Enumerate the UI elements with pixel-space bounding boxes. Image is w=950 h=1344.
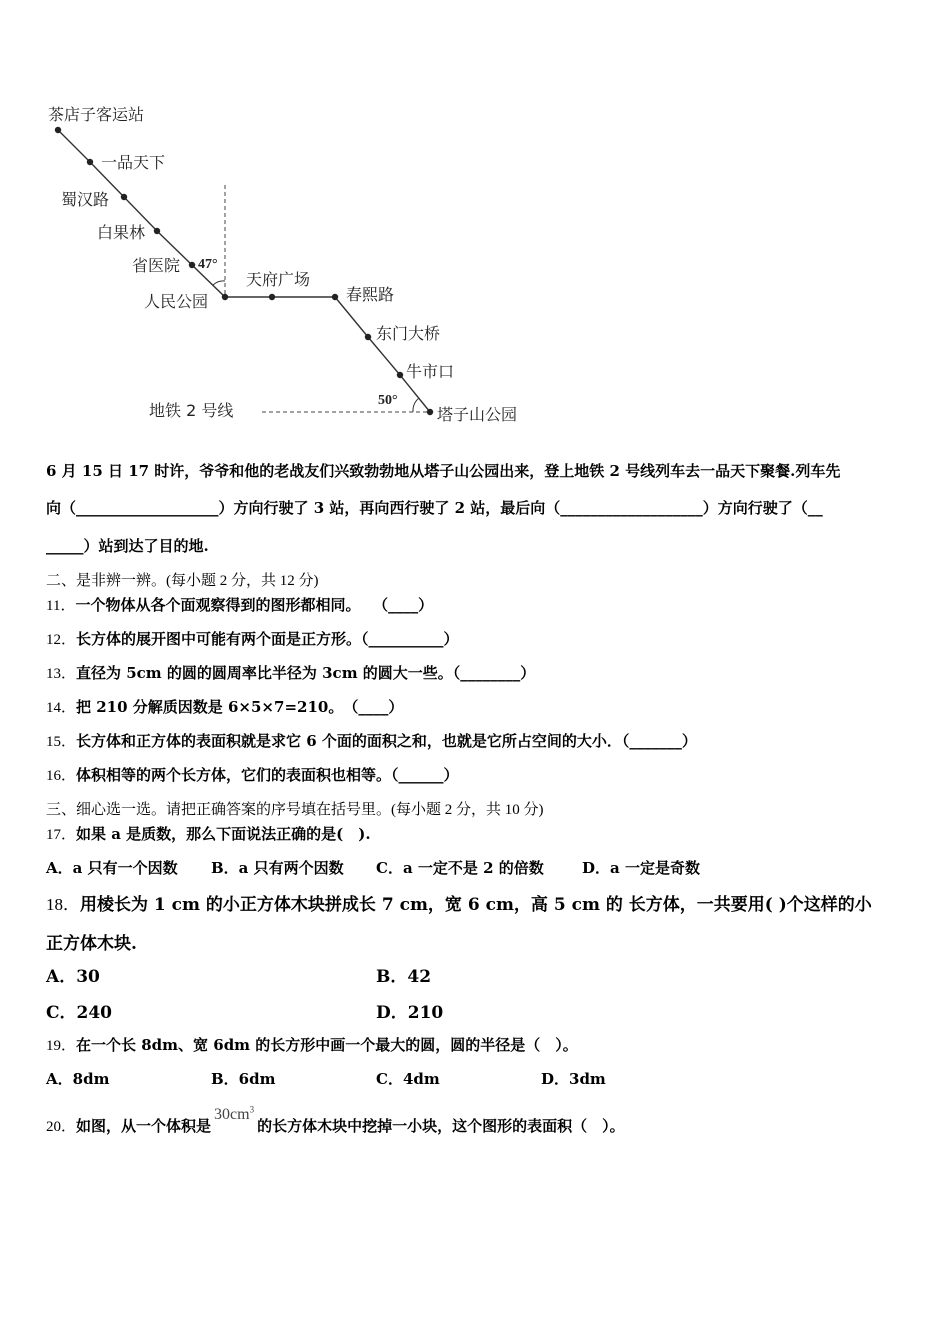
q13-text: 直径为 5cm 的圆的圆周率比半径为 3cm 的圆大一些。（________） [76, 664, 536, 682]
q20-text-post: 的长方体木块中挖掉一小块，这个图形的表面积（ ）。 [257, 1117, 625, 1135]
q18-line1 [46, 890, 872, 915]
q16-text: 体积相等的两个长方体，它们的表面积也相等。（______） [76, 766, 459, 784]
q14-number: 14． [46, 700, 77, 716]
q17-option-c: C．a 一定不是 2 的倍数 [376, 859, 544, 877]
station-label: 人民公园 [144, 292, 209, 311]
station-dot [365, 334, 371, 340]
q20-volume-value: 30cm [214, 1106, 250, 1123]
q18-option-c: C．240 [46, 1003, 113, 1023]
station-dot [269, 294, 275, 300]
q18-option-b: B．42 [376, 967, 432, 987]
q10-line1: 6 月 15 日 17 时许，爷爷和他的老战友们兴致勃勃地从塔子山公园出来，登上地铁 2 号线列车去一品天下聚餐.列车先 [46, 462, 841, 480]
q18-option-d: D．210 [376, 1003, 444, 1023]
q14-text: 把 210 分解质因数是 6×5×7=210。 （____） [76, 698, 404, 716]
station-label: 春熙路 [346, 285, 395, 304]
q18-number: 18． [46, 895, 80, 914]
q19-option-c: C．4dm [376, 1070, 440, 1088]
station-label: 塔子山公园 [437, 405, 518, 424]
q19-option-d: D．3dm [541, 1070, 606, 1088]
q11-number: 11． [46, 598, 76, 614]
q19-text: 在一个长 8dm、宽 6dm 的长方形中画一个最大的圆，圆的半径是（ ）。 [76, 1036, 578, 1054]
angle-label-47: 47° [198, 257, 218, 272]
q19 [46, 1034, 578, 1055]
section3-heading: 三、细心选一选。请把正确答案的序号填在括号里。(每小题 2 分，共 10 分) [46, 802, 544, 818]
station-dot [332, 294, 338, 300]
q19-option-a: A．8dm [46, 1070, 110, 1088]
q17-text: 如果 a 是质数，那么下面说法正确的是( ). [76, 825, 371, 843]
station-dot [121, 194, 127, 200]
station-dot [427, 409, 433, 415]
q18-text: 用棱长为 1 cm 的小正方体木块拼成长 7 cm，宽 6 cm，高 5 cm 的 长方体，一共要用( )个这样的小 [80, 895, 872, 915]
station-label: 一品天下 [101, 153, 166, 172]
q14 [46, 696, 403, 717]
q12-text: 长方体的展开图中可能有两个面是正方形。（__________） [76, 630, 459, 648]
station-dot [397, 372, 403, 378]
q12 [46, 628, 459, 649]
q19-number: 19． [46, 1038, 77, 1054]
q20-number: 20． [46, 1119, 77, 1135]
q10-line3: _____）站到达了目的地. [46, 537, 209, 555]
angle-label-50: 50° [378, 393, 398, 408]
angle-arc-50 [413, 398, 419, 412]
q12-number: 12． [46, 632, 77, 648]
station-label: 蜀汉路 [61, 190, 110, 209]
q20-text-pre: 如图，从一个体积是 [76, 1117, 212, 1135]
station-label: 牛市口 [406, 362, 455, 381]
station-dot [55, 127, 61, 133]
q18-line2: 正方体木块. [46, 934, 137, 954]
q16-number: 16． [46, 768, 77, 784]
q20-volume [211, 1106, 257, 1123]
q18-option-a: A．30 [46, 967, 100, 987]
q20-volume-exponent: 3 [249, 1104, 255, 1115]
q17-option-d: D．a 一定是奇数 [582, 859, 700, 877]
q15 [46, 730, 697, 751]
q17-option-a: A．a 只有一个因数 [46, 859, 178, 877]
q10-line2: 向（___________________）方向行驶了 3 站，再向西行驶了 2 站，最后向（___________________）方向行驶了（__ [46, 499, 823, 517]
station-label: 天府广场 [246, 270, 311, 289]
q13-number: 13． [46, 666, 77, 682]
station-dot [87, 159, 93, 165]
station-dot [222, 294, 228, 300]
station-label: 省医院 [132, 256, 181, 275]
q11-text: 一个物体从各个面观察得到的图形都相同。 （____） [75, 596, 434, 614]
q11 [46, 594, 433, 615]
q13 [46, 662, 535, 683]
section2-heading: 二、是非辨一辨。(每小题 2 分，共 12 分) [46, 573, 319, 589]
station-dot [189, 262, 195, 268]
line-name-label: 地铁 2 号线 [149, 401, 234, 420]
q17 [46, 823, 371, 844]
q15-text: 长方体和正方体的表面积就是求它 6 个面的面积之和，也就是它所占空间的大小．（_______） [76, 732, 697, 750]
metro-track [58, 130, 430, 412]
q17-option-b: B．a 只有两个因数 [211, 859, 344, 877]
station-label: 茶店子客运站 [48, 105, 145, 124]
q15-number: 15． [46, 734, 77, 750]
station-label: 白果林 [97, 223, 146, 242]
metro-line-2-map [0, 0, 950, 440]
angle-arc-47 [213, 281, 225, 285]
q19-option-b: B．6dm [211, 1070, 276, 1088]
q20 [46, 1104, 625, 1136]
q16 [46, 764, 459, 785]
station-dot [154, 228, 160, 234]
q17-number: 17． [46, 827, 77, 843]
station-label: 东门大桥 [376, 324, 441, 343]
